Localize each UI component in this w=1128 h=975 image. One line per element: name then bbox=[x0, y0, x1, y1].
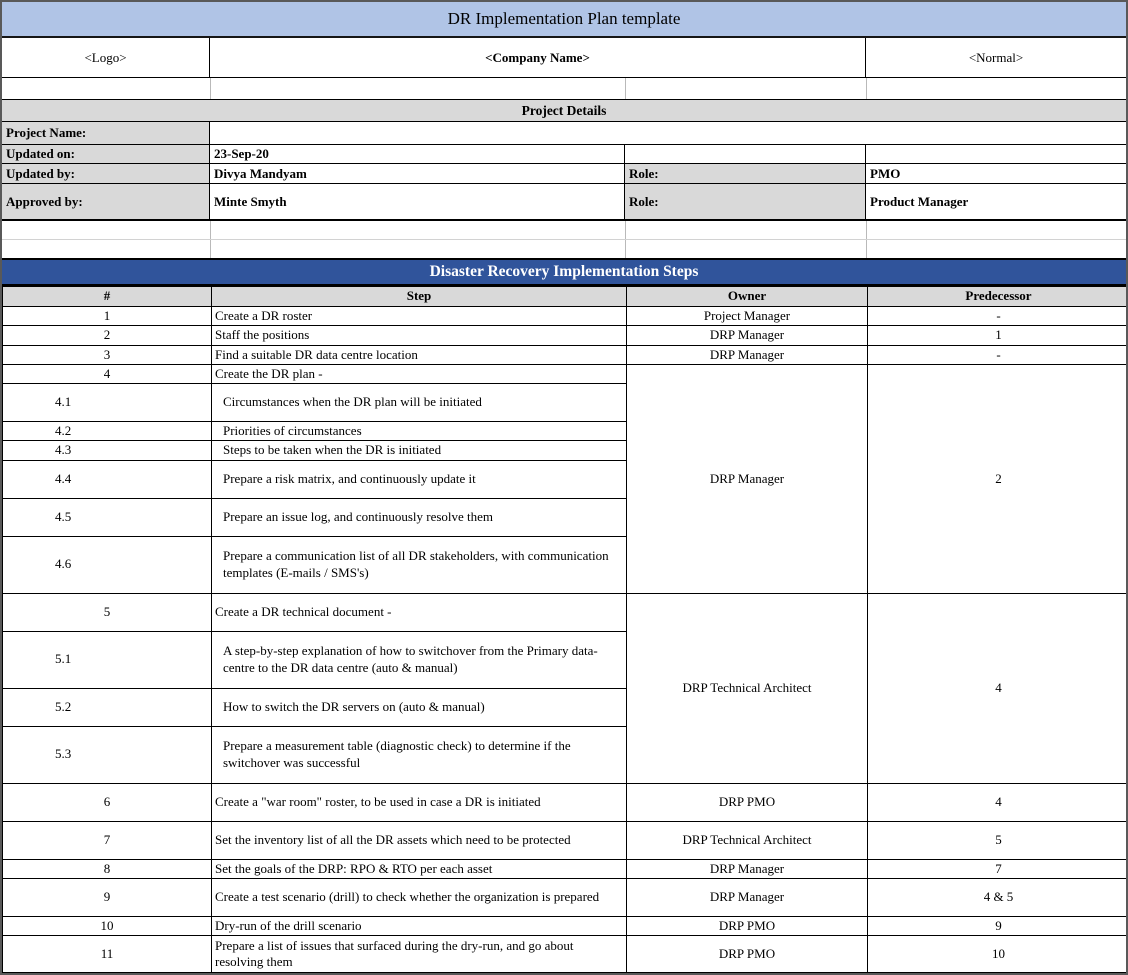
step-number-cell: 1 bbox=[3, 307, 212, 326]
steps-section-title: Disaster Recovery Implementation Steps bbox=[429, 263, 699, 280]
step-number-cell: 11 bbox=[3, 936, 212, 973]
col-header-num: # bbox=[3, 287, 212, 307]
approved-by-label: Approved by: bbox=[2, 184, 210, 219]
spacer-row bbox=[2, 221, 1126, 258]
updated-by-row bbox=[2, 164, 1126, 184]
step-description-cell: Dry-run of the drill scenario bbox=[212, 916, 627, 935]
step-number-cell: 4.2 bbox=[3, 422, 212, 441]
step-row bbox=[3, 859, 1128, 878]
predecessor-cell: 9 bbox=[868, 916, 1128, 935]
step-row bbox=[3, 821, 1128, 859]
step-description-cell: Prepare an issue log, and continuously resolve them bbox=[212, 498, 627, 536]
document-title-bar bbox=[2, 2, 1126, 38]
predecessor-cell: 5 bbox=[868, 821, 1128, 859]
owner-cell: Project Manager bbox=[627, 307, 868, 326]
step-row bbox=[3, 326, 1128, 345]
updated-by-role-label: Role: bbox=[625, 164, 866, 183]
step-number-cell: 4 bbox=[3, 364, 212, 383]
owner-cell: DRP PMO bbox=[627, 783, 868, 821]
step-row bbox=[3, 916, 1128, 935]
step-description-cell: Set the goals of the DRP: RPO & RTO per each asset bbox=[212, 859, 627, 878]
project-name-row bbox=[2, 122, 1126, 145]
spacer-row bbox=[2, 78, 1126, 99]
logo-placeholder-cell[interactable]: <Logo> bbox=[2, 38, 210, 77]
step-description-cell: Create a test scenario (drill) to check whether the organization is prepared bbox=[212, 878, 627, 916]
step-number-cell: 5 bbox=[3, 593, 212, 631]
predecessor-cell: 7 bbox=[868, 859, 1128, 878]
predecessor-cell-merged: 2 bbox=[868, 364, 1128, 593]
step-description-cell: Circumstances when the DR plan will be initiated bbox=[212, 384, 627, 422]
step-description-cell: Prepare a communication list of all DR stakeholders, with communication templates (E-mails / SMS's) bbox=[212, 536, 627, 593]
predecessor-cell: - bbox=[868, 345, 1128, 364]
empty-cell bbox=[866, 145, 1126, 163]
step-number-cell: 4.4 bbox=[3, 460, 212, 498]
owner-cell-merged: DRP Manager bbox=[627, 364, 868, 593]
step-row bbox=[3, 878, 1128, 916]
step-description-cell: Create a DR technical document - bbox=[212, 593, 627, 631]
step-number-cell: 5.2 bbox=[3, 688, 212, 726]
steps-table bbox=[2, 286, 1128, 973]
step-row bbox=[3, 307, 1128, 326]
step-number-cell: 8 bbox=[3, 859, 212, 878]
step-description-cell: Staff the positions bbox=[212, 326, 627, 345]
owner-cell: DRP Manager bbox=[627, 859, 868, 878]
step-description-cell: Create a DR roster bbox=[212, 307, 627, 326]
predecessor-cell: - bbox=[868, 307, 1128, 326]
step-row bbox=[3, 345, 1128, 364]
col-header-pred: Predecessor bbox=[868, 287, 1128, 307]
project-details-title: Project Details bbox=[521, 102, 607, 118]
company-header-row bbox=[2, 38, 1126, 78]
step-number-cell: 9 bbox=[3, 878, 212, 916]
project-name-label: Project Name: bbox=[2, 122, 210, 144]
step-description-cell: Prepare a list of issues that surfaced during the dry-run, and go about resolving them bbox=[212, 936, 627, 973]
steps-header-row bbox=[3, 287, 1128, 307]
step-description-cell: Prepare a risk matrix, and continuously update it bbox=[212, 460, 627, 498]
owner-cell: DRP Manager bbox=[627, 326, 868, 345]
owner-cell-merged: DRP Technical Architect bbox=[627, 593, 868, 783]
approved-by-role-value-cell[interactable]: Product Manager bbox=[870, 193, 969, 209]
steps-section-bar bbox=[2, 258, 1126, 286]
project-name-value-cell[interactable] bbox=[210, 122, 1126, 144]
updated-by-role-value-cell[interactable]: PMO bbox=[870, 165, 901, 181]
updated-on-value-cell[interactable]: 23-Sep-20 bbox=[210, 145, 625, 163]
normal-placeholder-cell[interactable]: <Normal> bbox=[968, 49, 1024, 65]
owner-cell: DRP Technical Architect bbox=[627, 821, 868, 859]
step-number-cell: 4.6 bbox=[3, 536, 212, 593]
project-details-section-bar bbox=[2, 99, 1126, 122]
step-number-cell: 2 bbox=[3, 326, 212, 345]
predecessor-cell: 4 & 5 bbox=[868, 878, 1128, 916]
predecessor-cell-merged: 4 bbox=[868, 593, 1128, 783]
step-row bbox=[3, 936, 1128, 973]
step-description-cell: Set the inventory list of all the DR assets which need to be protected bbox=[212, 821, 627, 859]
company-name-placeholder-cell[interactable]: <Company Name> bbox=[210, 38, 866, 77]
updated-on-label: Updated on: bbox=[2, 145, 210, 163]
step-number-cell: 10 bbox=[3, 916, 212, 935]
owner-cell: DRP PMO bbox=[627, 916, 868, 935]
owner-cell: DRP Manager bbox=[627, 345, 868, 364]
step-description-cell: Steps to be taken when the DR is initiated bbox=[212, 441, 627, 460]
empty-cell bbox=[625, 145, 866, 163]
updated-on-row bbox=[2, 145, 1126, 164]
step-number-cell: 4.3 bbox=[3, 441, 212, 460]
predecessor-cell: 10 bbox=[868, 936, 1128, 973]
step-description-cell: Create the DR plan - bbox=[212, 364, 627, 383]
predecessor-cell: 4 bbox=[868, 783, 1128, 821]
approved-by-value-cell[interactable]: Minte Smyth bbox=[210, 184, 625, 219]
approved-by-role-label: Role: bbox=[625, 184, 866, 219]
approved-by-row bbox=[2, 184, 1126, 221]
owner-cell: DRP Manager bbox=[627, 878, 868, 916]
step-description-cell: Priorities of circumstances bbox=[212, 422, 627, 441]
step-number-cell: 5.1 bbox=[3, 631, 212, 688]
step-description-cell: Find a suitable DR data centre location bbox=[212, 345, 627, 364]
owner-cell: DRP PMO bbox=[627, 936, 868, 973]
step-row bbox=[3, 783, 1128, 821]
step-description-cell: A step-by-step explanation of how to switchover from the Primary data-centre to the DR data centre (auto & manual) bbox=[212, 631, 627, 688]
step-number-cell: 7 bbox=[3, 821, 212, 859]
step-description-cell: Create a "war room" roster, to be used in case a DR is initiated bbox=[212, 783, 627, 821]
step-row bbox=[3, 364, 1128, 383]
step-number-cell: 3 bbox=[3, 345, 212, 364]
updated-by-value-cell[interactable]: Divya Mandyam bbox=[210, 164, 625, 183]
step-number-cell: 6 bbox=[3, 783, 212, 821]
step-description-cell: Prepare a measurement table (diagnostic check) to determine if the switchover was successful bbox=[212, 726, 627, 783]
updated-by-label: Updated by: bbox=[2, 164, 210, 183]
step-description-cell: How to switch the DR servers on (auto & manual) bbox=[212, 688, 627, 726]
col-header-step: Step bbox=[212, 287, 627, 307]
col-header-owner: Owner bbox=[627, 287, 868, 307]
step-row bbox=[3, 593, 1128, 631]
step-number-cell: 4.1 bbox=[3, 384, 212, 422]
document-title: DR Implementation Plan template bbox=[447, 9, 681, 28]
predecessor-cell: 1 bbox=[868, 326, 1128, 345]
step-number-cell: 4.5 bbox=[3, 498, 212, 536]
step-number-cell: 5.3 bbox=[3, 726, 212, 783]
